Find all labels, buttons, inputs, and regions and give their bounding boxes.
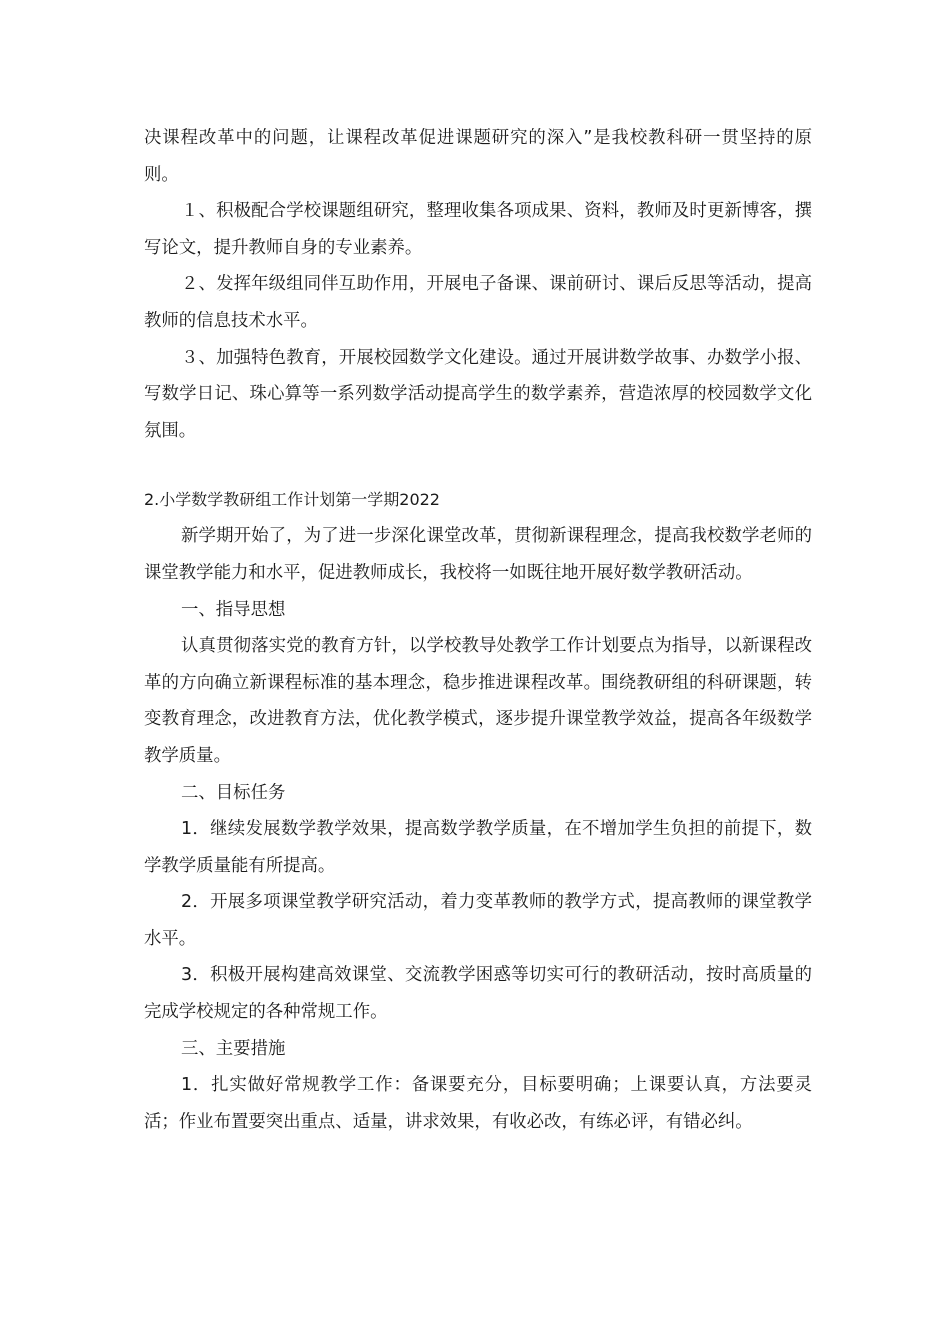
list-item: １、积极配合学校课题组研究，整理收集各项成果、资料，教师及时更新博客，撰写论文，提升教师自身的专业素养。: [144, 201, 812, 258]
section-heading: 二、目标任务: [181, 782, 286, 803]
document-body: [144, 120, 812, 1140]
list-item: 1．继续发展数学教学效果，提高数学教学质量，在不增加学生负担的前提下，数学教学质量能有所提高。: [144, 819, 812, 876]
list-item: 1．扎实做好常规教学工作：备课要充分，目标要明确；上课要认真，方法要灵活；作业布置要突出重点、适量，讲求效果，有收必改，有练必评，有错必纠。: [144, 1075, 812, 1132]
section-body: 认真贯彻落实党的教育方针，以学校教导处教学工作计划要点为指导，以新课程改革的方向确立新课程标准的基本理念，稳步推进课程改革。围绕教研组的科研课题，转变教育理念，改进教育方法，优化教学模式，逐步提升课堂教学效益，提高各年级数学教学质量。: [144, 636, 812, 766]
section-heading: 三、主要措施: [181, 1038, 286, 1059]
section-heading: 一、指导思想: [181, 599, 286, 620]
list-item: ３、加强特色教育，开展校园数学文化建设。通过开展讲数学故事、办数学小报、写数学日记、珠心算等一系列数学活动提高学生的数学素养，营造浓厚的校园数学文化氛围。: [144, 347, 812, 441]
continuation-paragraph: 决课程改革中的问题，让课程改革促进课题研究的深入”是我校教科研一贯坚持的原则。: [144, 128, 812, 185]
document-title: 2.小学数学教研组工作计划第一学期2022: [144, 490, 440, 510]
intro-paragraph: 新学期开始了，为了进一步深化课堂改革，贯彻新课程理念，提高我校数学老师的课堂教学能力和水平，促进教师成长，我校将一如既往地开展好数学教研活动。: [144, 526, 812, 583]
section-gap: [144, 449, 812, 482]
list-item: ２、发挥年级组同伴互助作用，开展电子备课、课前研讨、课后反思等活动，提高教师的信息技术水平。: [144, 274, 812, 331]
list-item: 3．积极开展构建高效课堂、交流教学困惑等切实可行的教研活动，按时高质量的完成学校规定的各种常规工作。: [144, 965, 812, 1023]
list-item: 2．开展多项课堂教学研究活动，着力变革教师的教学方式，提高教师的课堂教学水平。: [144, 892, 812, 949]
